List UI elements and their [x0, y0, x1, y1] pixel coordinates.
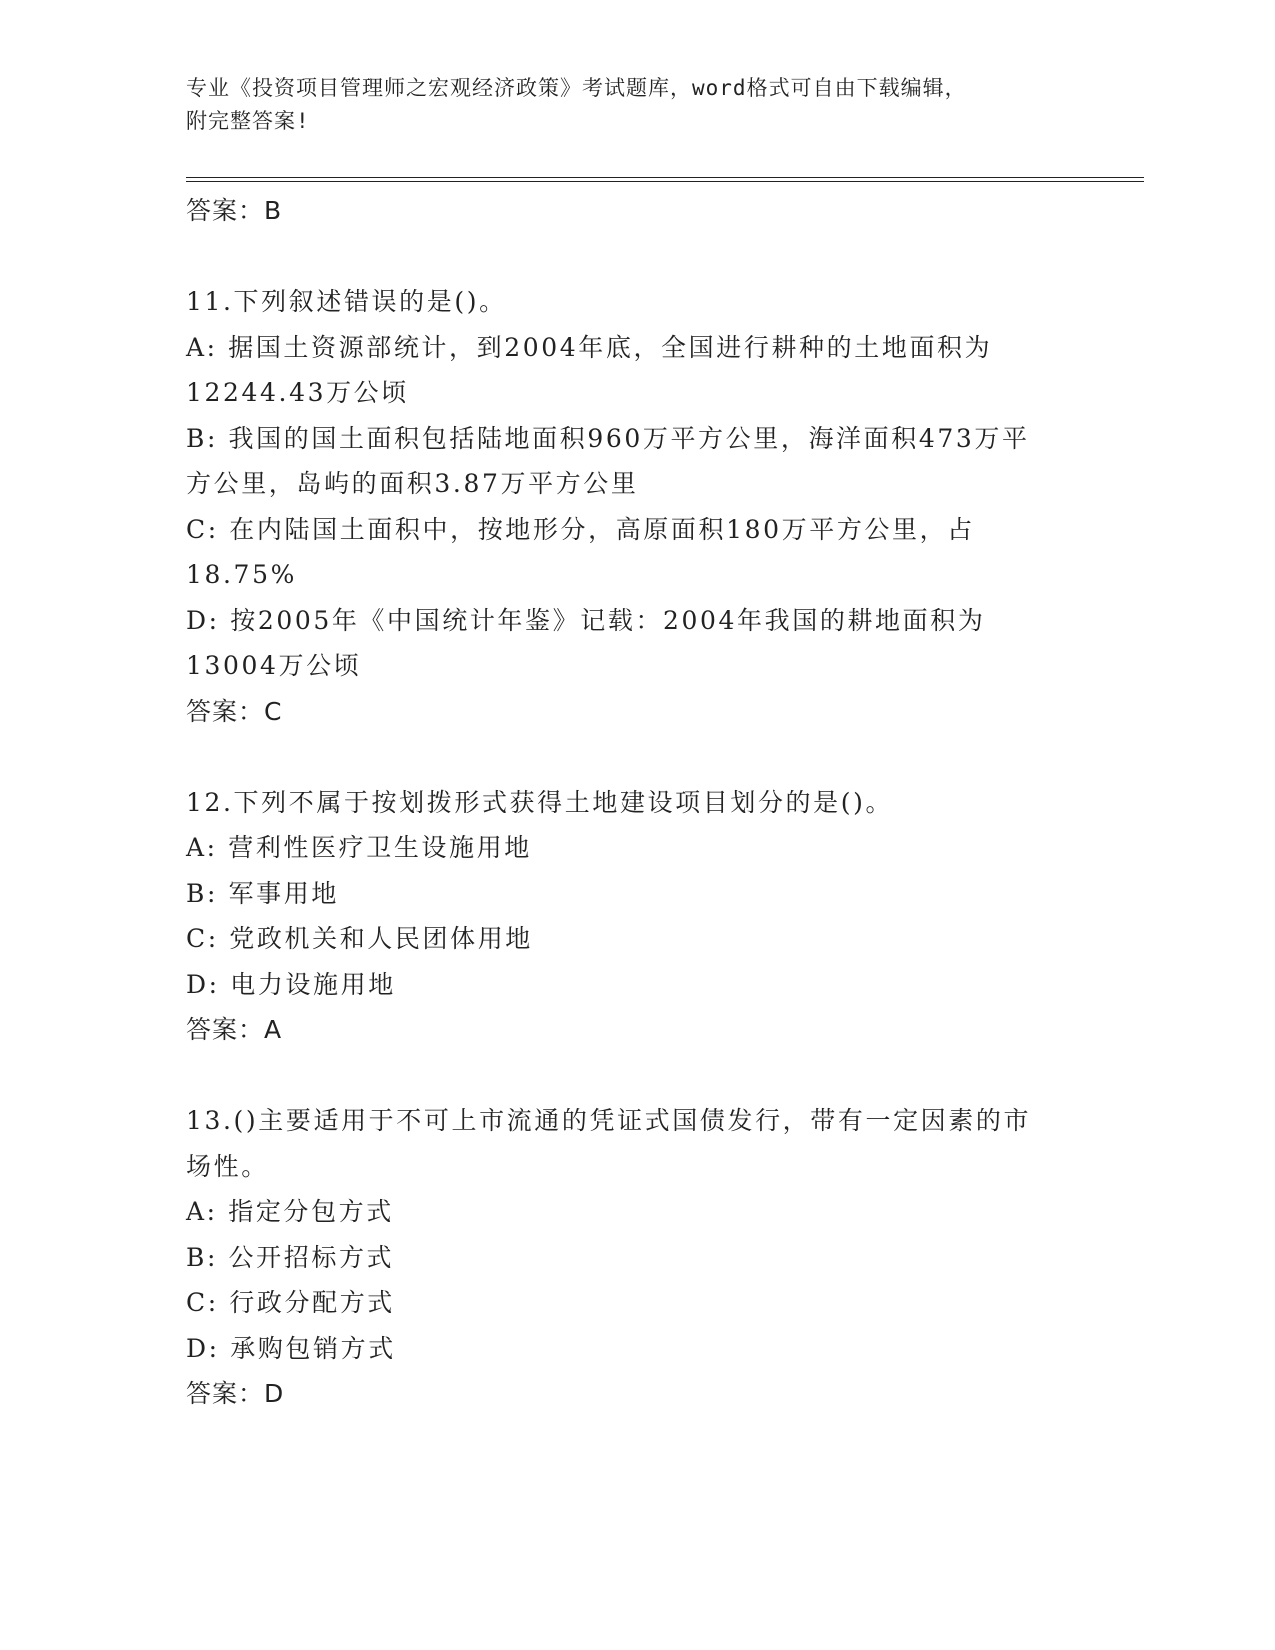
question-11-option-d-cont: 13004万公顷	[186, 651, 362, 680]
question-11	[186, 279, 1086, 734]
question-13-answer: 答案：D	[186, 1379, 285, 1408]
question-11-stem: 11.下列叙述错误的是()。	[186, 287, 507, 316]
question-12	[186, 780, 1086, 1053]
header-line-2: 附完整答案!	[186, 109, 310, 133]
question-11-option-b-cont: 方公里，岛屿的面积3.87万平方公里	[186, 469, 639, 498]
question-12-option-d: D: 电力设施用地	[186, 969, 396, 999]
answer-previous: 答案：B	[186, 196, 283, 225]
spacer	[186, 734, 1086, 780]
question-11-option-c-cont: 18.75%	[186, 560, 297, 589]
question-12-option-b: B: 军事用地	[186, 878, 339, 908]
document-header	[186, 72, 1066, 138]
question-13-stem: 13.()主要适用于不可上市流通的凭证式国债发行，带有一定因素的市	[186, 1106, 1032, 1135]
question-12-stem: 12.下列不属于按划拨形式获得土地建设项目划分的是()。	[186, 787, 894, 817]
question-13	[186, 1098, 1086, 1417]
question-11-option-d: D: 按2005年《中国统计年鉴》记载：2004年我国的耕地面积为	[186, 605, 986, 635]
header-rule-top	[186, 177, 1144, 178]
question-13-stem-cont: 场性。	[186, 1151, 269, 1181]
question-13-option-b: B: 公开招标方式	[186, 1242, 395, 1272]
question-12-option-a: A: 营利性医疗卫生设施用地	[186, 833, 532, 862]
spacer	[186, 234, 1086, 280]
document-body	[186, 188, 1086, 1417]
question-12-answer: 答案：A	[186, 1015, 283, 1044]
question-13-option-d: D: 承购包销方式	[186, 1333, 396, 1363]
question-11-option-a-cont: 12244.43万公顷	[186, 378, 409, 407]
header-line-1: 专业《投资项目管理师之宏观经济政策》考试题库，word格式可自由下载编辑，	[186, 76, 967, 100]
question-13-option-a: A: 指定分包方式	[186, 1197, 394, 1226]
question-11-answer: 答案：C	[186, 696, 283, 726]
question-12-option-c: C: 党政机关和人民团体用地	[186, 924, 533, 953]
spacer	[186, 1053, 1086, 1099]
question-13-option-c: C: 行政分配方式	[186, 1288, 395, 1317]
question-11-option-a: A: 据国土资源部统计，到2004年底，全国进行耕种的土地面积为	[186, 332, 993, 362]
question-11-option-b: B: 我国的国土面积包括陆地面积960万平方公里，海洋面积473万平	[186, 423, 1030, 453]
header-rule-bottom	[186, 181, 1144, 182]
question-11-option-c: C: 在内陆国土面积中，按地形分，高原面积180万平方公里，占	[186, 514, 975, 544]
